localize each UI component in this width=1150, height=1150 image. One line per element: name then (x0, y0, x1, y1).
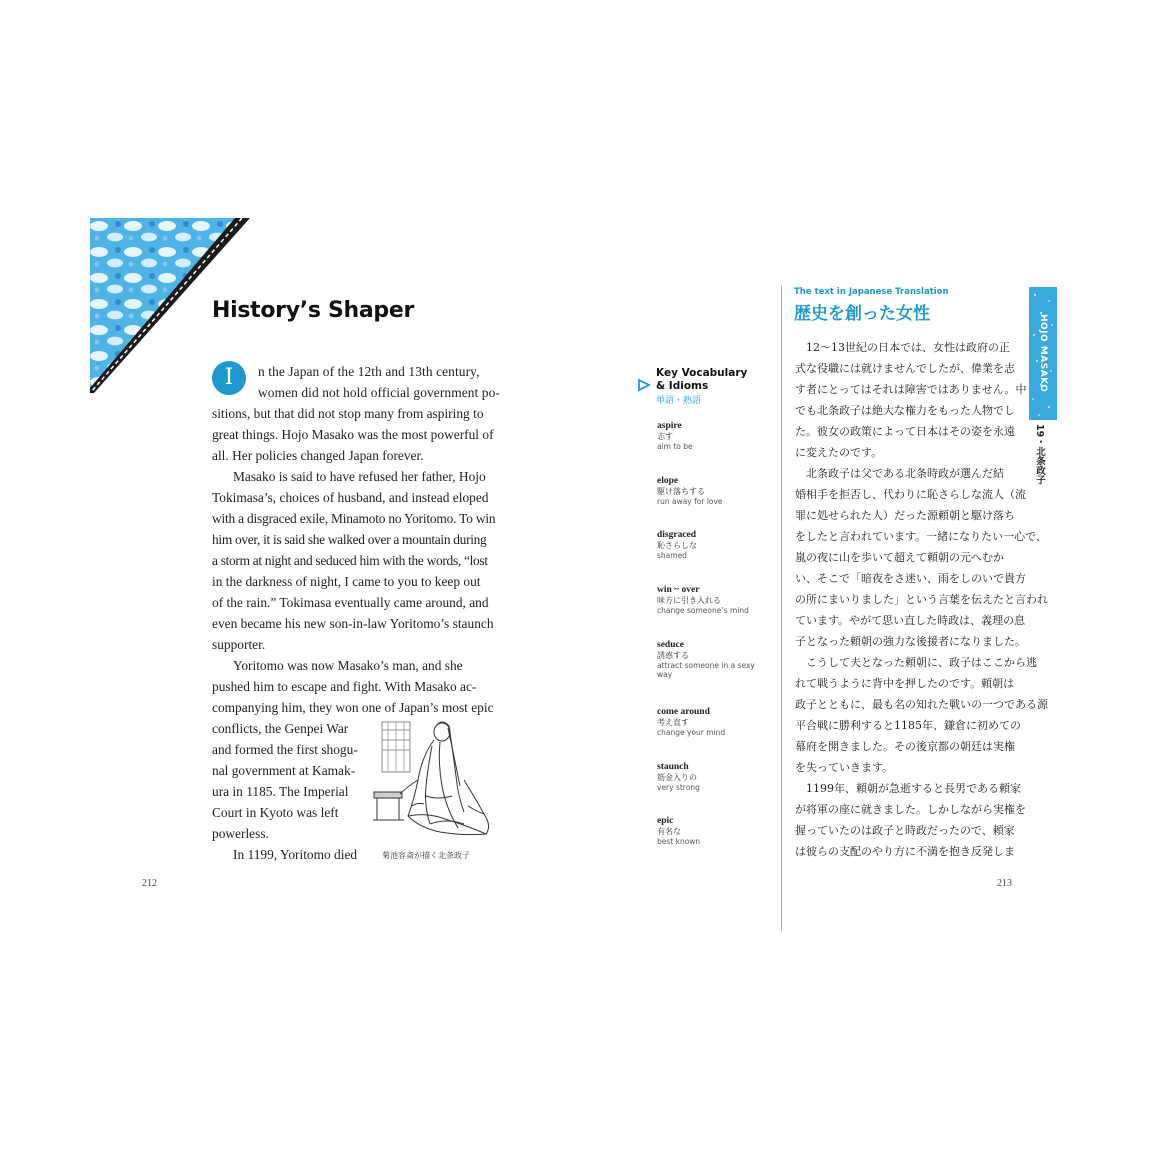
chapter-tab-label: HOJO MASAKO (1038, 314, 1048, 393)
vocab-en: best known (657, 837, 701, 846)
vocab-heading-line1: Key Vocabulary (656, 367, 748, 379)
vocab-item (657, 816, 700, 846)
jp-line: 政子とともに、最も名の知れた戦いの一つである源 (795, 698, 1048, 711)
body-line: n the Japan of the 12th and 13th century, (258, 364, 480, 379)
vocab-item (657, 707, 725, 737)
vocab-item (657, 530, 697, 560)
body-line: Masako is said to have refused her father, Hojo (233, 469, 486, 484)
jp-line: の所にまいりました」という言葉を伝えたと言われ (795, 593, 1048, 606)
body-line: In 1199, Yoritomo died (233, 847, 358, 862)
vocab-heading-line2: & Idioms (656, 380, 709, 392)
drop-cap: I (212, 361, 246, 395)
jp-line: に変えたのです。 (795, 446, 883, 459)
jp-line: す者にとってはそれは障害ではありません。中 (795, 383, 1027, 396)
vocab-heading (656, 367, 747, 393)
body-line: powerless. (212, 826, 269, 841)
jp-line: 握っていたのは政子と時政だったので、頼家 (795, 824, 1015, 837)
jp-line: 嵐の夜に山を歩いて超えて頼朝の元へむか (795, 551, 1004, 564)
vocab-item (657, 476, 723, 506)
vocab-item (657, 421, 693, 451)
body-line: women did not hold official government po- (258, 385, 500, 400)
vocab-en: change someone’s mind (657, 606, 749, 615)
jp-line: 子となった頼朝の強力な後援者になりました。 (795, 635, 1026, 648)
vocab-en: change your mind (657, 728, 726, 737)
body-line: with a disgraced exile, Minamoto no Yoritomo. To win (212, 511, 496, 526)
vocab-jp: 有名な (657, 827, 681, 836)
body-line: pushed him to escape and fight. With Masako ac- (212, 679, 477, 694)
page-title: History’s Shaper (212, 298, 415, 323)
vocab-jp: 駆け落ちする (657, 487, 705, 496)
body-line: in the darkness of night, I came to you to keep out (212, 574, 481, 589)
body-line: even became his new son-in-law Yoritomo’s staunch (212, 616, 494, 631)
play-arrow-icon (637, 378, 651, 392)
jp-line: 平合戦に勝利すると1185年、鎌倉に初めての (795, 719, 1021, 732)
vocab-term: come around (657, 707, 710, 717)
body-line: all. Her policies changed Japan forever. (212, 448, 424, 463)
body-line: nal government at Kamak- (212, 763, 356, 778)
body-line: Tokimasa’s, choices of husband, and instead eloped (212, 490, 489, 505)
vocab-jp: 味方に引き入れる (657, 596, 721, 605)
jp-line: でも北条政子は絶大な権力をもった人物でし (795, 404, 1015, 417)
jp-line: 婚相手を拒否し、代わりに恥さらしな流人（流 (795, 488, 1026, 501)
jp-line: 12～13世紀の日本では、女性は政府の正 (795, 341, 1010, 354)
vocab-en: way (657, 670, 673, 679)
translation-title: 歴史を創った女性 (794, 304, 930, 324)
jp-line: い、そこで「暗夜をさ迷い、雨をしのいで貴方 (795, 572, 1026, 585)
masako-illustration (368, 716, 500, 850)
page-number-left: 212 (142, 878, 157, 889)
body-line: Yoritomo was now Masako’s man, and she (233, 658, 463, 673)
jp-line: こうして夫となった頼朝に、政子はここから逃 (795, 656, 1037, 669)
vocab-item (657, 640, 755, 679)
vocab-term: win ~ over (657, 585, 700, 595)
jp-line: をしたと言われています。一緒になりたい一心で、 (795, 530, 1047, 543)
jp-line: 幕府を開きました。その後京都の朝廷は実権 (795, 740, 1015, 753)
chapter-label: 19・北条政子 (1034, 424, 1045, 485)
body-line: ura in 1185. The Imperial (212, 784, 349, 799)
body-line: Court in Kyoto was left (212, 805, 339, 820)
body-line: supporter. (212, 637, 266, 652)
illustration-caption: 菊池容斎が描く北条政子 (382, 851, 470, 860)
body-line: great things. Hojo Masako was the most powerful of (212, 427, 494, 442)
jp-line: が将軍の座に就きました。しかしながら実権を (795, 803, 1026, 816)
jp-line: れて戦うように背中を押したのです。頼朝は (795, 677, 1015, 690)
jp-line: た。彼女の政策によって日本はその姿を永遠 (795, 425, 1015, 438)
vocab-jp: 志す (657, 432, 673, 441)
vocab-term: epic (657, 816, 674, 826)
vocab-jp: 恥さらしな (657, 541, 697, 550)
vocab-term: aspire (657, 421, 682, 431)
vocab-jp: 考え直す (657, 718, 689, 727)
vocab-item (657, 585, 749, 615)
vocab-en: shamed (657, 551, 687, 560)
body-line: him over, it is said she walked over a mountain during (212, 532, 487, 547)
vocab-en: attract someone in a sexy (657, 661, 755, 670)
jp-line: は彼らの支配のやり方に不満を抱き反発しま (795, 845, 1015, 858)
vocab-term: seduce (657, 640, 684, 650)
body-line: a storm at night and seduced him with the words, “lost (212, 553, 488, 568)
vocab-jp: 筋金入りの (657, 773, 697, 782)
translation-subtitle: The text in Japanese Translation (794, 287, 949, 297)
vocab-heading-jp: 単語・熟語 (656, 396, 702, 406)
vocab-term: disgraced (657, 530, 697, 540)
vocab-en: run away for love (657, 497, 723, 506)
body-line: companying him, they won one of Japan’s most epic (212, 700, 494, 715)
vocab-jp: 誘惑する (657, 651, 689, 660)
body-line: sitions, but that did not stop many from aspiring to (212, 406, 484, 421)
page-number-right: 213 (997, 878, 1012, 889)
vocab-en: very strong (657, 783, 700, 792)
jp-line: 1199年、頼朝が急逝すると長男である頼家 (795, 782, 1021, 795)
page-divider (781, 286, 782, 931)
body-line: of the rain.” Tokimasa eventually came around, and (212, 595, 489, 610)
body-line: and formed the first shogu- (212, 742, 358, 757)
jp-line: 北条政子は父である北条時政が選んだ結 (795, 467, 1004, 480)
body-line: conflicts, the Genpei War (212, 721, 349, 736)
jp-line: を失っていきます。 (795, 761, 894, 774)
jp-line: 罪に処せられた人）だった源頼朝と駆け落ち (795, 509, 1015, 522)
vocab-en: aim to be (657, 442, 693, 451)
jp-line: 式な役職には就けませんでしたが、偉業を志 (795, 362, 1015, 375)
vocab-term: staunch (657, 762, 689, 772)
jp-line: ています。やがて思い直した時政は、義理の息 (795, 614, 1026, 627)
vocab-item (657, 762, 700, 792)
vocab-term: elope (657, 476, 679, 486)
